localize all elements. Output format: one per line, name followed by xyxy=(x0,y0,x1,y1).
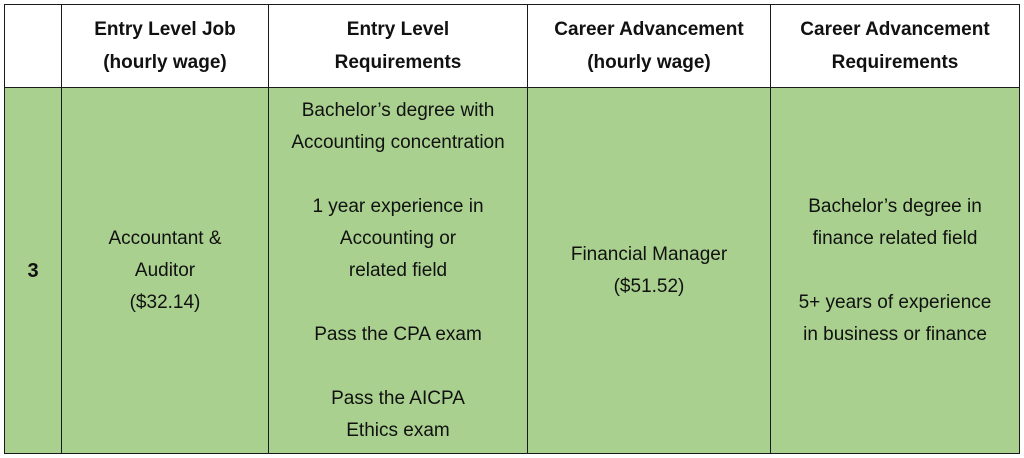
header-entry-level-requirements-line1: Entry Level xyxy=(346,19,450,40)
entry-requirements-cell xyxy=(269,88,528,454)
header-entry-level-job-line1: Entry Level Job xyxy=(94,19,236,40)
header-career-advancement-requirements-line1: Career Advancement xyxy=(800,19,990,40)
advancement-job-cell xyxy=(528,88,771,454)
requirement-degree-line: Accounting concentration xyxy=(291,131,505,153)
row-number: 3 xyxy=(5,88,62,454)
header-entry-level-requirements xyxy=(269,5,528,88)
requirement-ethics-line: Ethics exam xyxy=(346,419,450,441)
requirement-ethics-line: Pass the AICPA xyxy=(331,387,465,409)
requirement-degree-line: Bachelor’s degree with xyxy=(301,99,495,121)
paragraph-gap xyxy=(273,287,523,319)
header-career-advancement-line1: Career Advancement xyxy=(554,19,744,40)
header-entry-level-job xyxy=(62,5,269,88)
advancement-wage: ($51.52) xyxy=(613,275,685,297)
advancement-job-title: Financial Manager xyxy=(570,243,728,265)
header-career-advancement-line2: (hourly wage) xyxy=(587,52,711,73)
header-career-advancement-requirements-line2: Requirements xyxy=(831,52,959,73)
advancement-experience-line: 5+ years of experience xyxy=(798,291,992,313)
paragraph-gap xyxy=(273,159,523,191)
header-row xyxy=(5,5,1020,88)
requirement-cpa-line: Pass the CPA exam xyxy=(314,323,482,345)
header-entry-level-job-line2: (hourly wage) xyxy=(103,52,227,73)
requirement-experience-line: Accounting or xyxy=(339,227,457,249)
paragraph-gap xyxy=(775,255,1015,287)
entry-job-line: Auditor xyxy=(134,259,196,281)
requirement-experience-line: related field xyxy=(348,259,448,281)
entry-job-cell xyxy=(62,88,269,454)
paragraph-gap xyxy=(273,351,523,383)
entry-job-line: Accountant & xyxy=(108,227,222,249)
header-career-advancement xyxy=(528,5,771,88)
header-number-cell xyxy=(5,5,62,88)
entry-wage: ($32.14) xyxy=(129,291,201,313)
requirement-experience-line: 1 year experience in xyxy=(312,195,484,217)
table-row xyxy=(5,88,1020,454)
advancement-experience-line: in business or finance xyxy=(803,323,987,345)
advancement-degree-line: Bachelor’s degree in xyxy=(808,195,982,217)
header-entry-level-requirements-line2: Requirements xyxy=(334,52,462,73)
advancement-degree-line: finance related field xyxy=(812,227,978,249)
advancement-requirements-cell xyxy=(771,88,1020,454)
career-pathway-table xyxy=(4,4,1020,454)
header-career-advancement-requirements xyxy=(771,5,1020,88)
